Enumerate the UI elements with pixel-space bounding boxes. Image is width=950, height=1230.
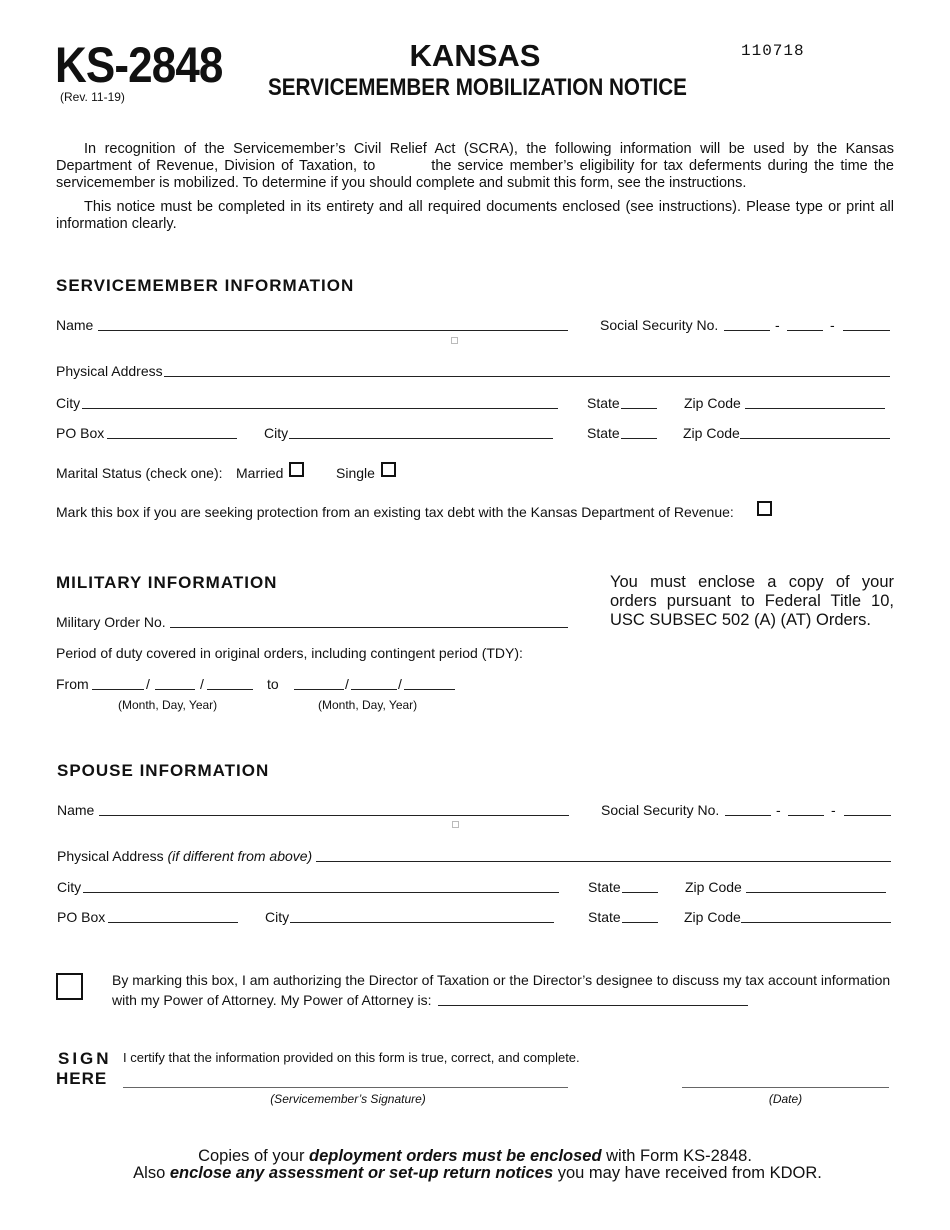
- from-month-field[interactable]: [92, 689, 144, 690]
- sm-city-field[interactable]: [82, 408, 558, 409]
- sm-ssn-sep-1: -: [775, 317, 780, 333]
- sm-name-field[interactable]: [98, 330, 568, 331]
- sp-name-field[interactable]: [99, 815, 569, 816]
- sm-address-label: Physical Address: [56, 363, 163, 379]
- footer-l2-c: you may have received from KDOR.: [553, 1164, 822, 1182]
- signature-caption: (Servicemember’s Signature): [270, 1092, 426, 1106]
- intro-paragraph-1: [56, 141, 894, 192]
- orders-notice: [610, 573, 894, 630]
- sm-pobox-state-label: State: [587, 425, 620, 441]
- sm-address-field[interactable]: [164, 376, 890, 377]
- military-order-label: Military Order No.: [56, 614, 166, 630]
- sm-name-label: Name: [56, 317, 94, 333]
- from-sep-1: /: [146, 676, 150, 692]
- tax-debt-checkbox[interactable]: [757, 501, 772, 516]
- sm-pobox-field[interactable]: [107, 438, 237, 439]
- sm-pobox-label: PO Box: [56, 425, 105, 441]
- from-date-hint: (Month, Day, Year): [118, 698, 218, 712]
- sp-pobox-field[interactable]: [108, 922, 238, 923]
- footer-l1-a: Copies of your: [198, 1147, 310, 1165]
- period-label: Period of duty covered in original orders, including contingent period (TDY):: [56, 645, 523, 661]
- sp-pobox-state-field[interactable]: [622, 922, 658, 923]
- to-sep-1: /: [345, 676, 349, 692]
- form-number: KS-2848: [55, 37, 223, 93]
- footer-l2-b: enclose any assessment or set-up return notices: [169, 1164, 554, 1182]
- sp-zip-field[interactable]: [746, 892, 886, 893]
- footer-line-2: [0, 1164, 950, 1183]
- marital-status-label: Marital Status (check one):: [56, 465, 223, 481]
- footer-l1-c: with Form KS-2848.: [601, 1147, 752, 1165]
- to-date-hint: (Month, Day, Year): [318, 698, 418, 712]
- form-code: 110718: [741, 42, 805, 60]
- sm-ssn-field-1[interactable]: [724, 330, 770, 331]
- sm-ssn-label: Social Security No.: [600, 317, 719, 333]
- sp-ssn-sep-1: -: [776, 802, 781, 818]
- sp-address-field[interactable]: [316, 861, 891, 862]
- footer-l1-b: deployment orders must be enclosed: [309, 1147, 602, 1165]
- sm-pobox-city-label: City: [264, 425, 289, 441]
- sm-state-label: State: [587, 395, 620, 411]
- sp-address-label: [57, 848, 312, 864]
- sp-ssn-field-3[interactable]: [844, 815, 891, 816]
- sp-ssn-sep-2: -: [831, 802, 836, 818]
- to-label: to: [267, 676, 279, 692]
- to-sep-2: /: [398, 676, 402, 692]
- sm-ssn-field-2[interactable]: [787, 330, 823, 331]
- poa-text-line-1: By marking this box, I am authorizing the Director of Taxation or the Director’s designee to discuss my tax account information: [112, 972, 891, 988]
- sign-label: SIGN: [58, 1049, 112, 1068]
- sp-state-label: State: [588, 879, 621, 895]
- sp-ssn-field-1[interactable]: [725, 815, 771, 816]
- sp-state-field[interactable]: [622, 892, 658, 893]
- servicemember-heading: SERVICEMEMBER INFORMATION: [56, 276, 355, 295]
- sp-name-marker: [452, 821, 459, 828]
- sm-name-marker: [451, 337, 458, 344]
- signature-field[interactable]: [123, 1087, 568, 1088]
- sm-zip-label: Zip Code: [684, 395, 741, 411]
- intro-paragraph-2: [56, 199, 894, 233]
- poa-checkbox[interactable]: [56, 973, 83, 1000]
- sp-address-note: (if different from above): [167, 848, 313, 864]
- sm-ssn-sep-2: -: [830, 317, 835, 333]
- certify-text: I certify that the information provided on this form is true, correct, and complete.: [123, 1050, 580, 1065]
- sp-address-label-text: Physical Address: [57, 848, 164, 864]
- sp-city-field[interactable]: [83, 892, 559, 893]
- sp-zip-label: Zip Code: [685, 879, 742, 895]
- intro-text-2: This notice must be completed in its entirety and all required documents enclosed (see instructions). Please type or print all information clearly.: [56, 199, 894, 232]
- single-checkbox[interactable]: [381, 462, 396, 477]
- sm-state-field[interactable]: [621, 408, 657, 409]
- sm-pobox-zip-label: Zip Code: [683, 425, 740, 441]
- married-checkbox[interactable]: [289, 462, 304, 477]
- spouse-heading: SPOUSE INFORMATION: [57, 761, 270, 780]
- here-label: HERE: [56, 1069, 108, 1088]
- from-day-field[interactable]: [155, 689, 195, 690]
- sm-ssn-field-3[interactable]: [843, 330, 890, 331]
- date-caption: (Date): [768, 1092, 803, 1106]
- orders-notice-text: You must enclose a copy of your orders pursuant to Federal Title 10, USC SUBSEC 502 (A) (AT) Orders.: [610, 573, 894, 629]
- page-title: SERVICEMEMBER MOBILIZATION NOTICE: [268, 74, 687, 101]
- poa-text-line-2: with my Power of Attorney. My Power of Attorney is:: [112, 992, 432, 1008]
- sp-city-label: City: [57, 879, 82, 895]
- from-year-field[interactable]: [207, 689, 253, 690]
- military-heading: MILITARY INFORMATION: [56, 573, 278, 592]
- footer-l2-a: Also: [133, 1164, 170, 1182]
- intro-text-end: the service member’s eligibility for tax deferments during the time the servicemember is mobilized. To determine if you should complete and submit this form, see the instructions.: [56, 158, 894, 191]
- sp-pobox-city-label: City: [265, 909, 290, 925]
- sm-zip-field[interactable]: [745, 408, 885, 409]
- from-label: From: [56, 676, 89, 692]
- sm-pobox-city-field[interactable]: [289, 438, 553, 439]
- to-month-field[interactable]: [294, 689, 344, 690]
- form-revision: (Rev. 11-19): [60, 90, 125, 104]
- sm-pobox-state-field[interactable]: [621, 438, 657, 439]
- sm-city-label: City: [56, 395, 81, 411]
- state-title: KANSAS: [409, 38, 541, 73]
- from-sep-2: /: [200, 676, 204, 692]
- to-day-field[interactable]: [351, 689, 397, 690]
- sp-pobox-city-field[interactable]: [290, 922, 554, 923]
- married-label: Married: [236, 465, 284, 481]
- sp-pobox-zip-label: Zip Code: [684, 909, 741, 925]
- tax-debt-label: Mark this box if you are seeking protection from an existing tax debt with the Kansas Department of Revenue:: [56, 504, 734, 520]
- sm-pobox-zip-field[interactable]: [740, 438, 890, 439]
- poa-name-field[interactable]: [438, 1005, 748, 1006]
- sp-ssn-label: Social Security No.: [601, 802, 720, 818]
- sp-pobox-zip-field[interactable]: [741, 922, 891, 923]
- single-label: Single: [336, 465, 375, 481]
- sp-name-label: Name: [57, 802, 95, 818]
- intro-text-start: In recognition of the Servicemember’s Civil Relief Act (SCRA), the following information will be used by the Kansas Department of Revenue, Division of Taxation, to: [56, 141, 894, 174]
- sp-ssn-field-2[interactable]: [788, 815, 824, 816]
- to-year-field[interactable]: [404, 689, 455, 690]
- sp-pobox-label: PO Box: [57, 909, 106, 925]
- date-field[interactable]: [682, 1087, 889, 1088]
- sp-pobox-state-label: State: [588, 909, 621, 925]
- military-order-field[interactable]: [170, 627, 568, 628]
